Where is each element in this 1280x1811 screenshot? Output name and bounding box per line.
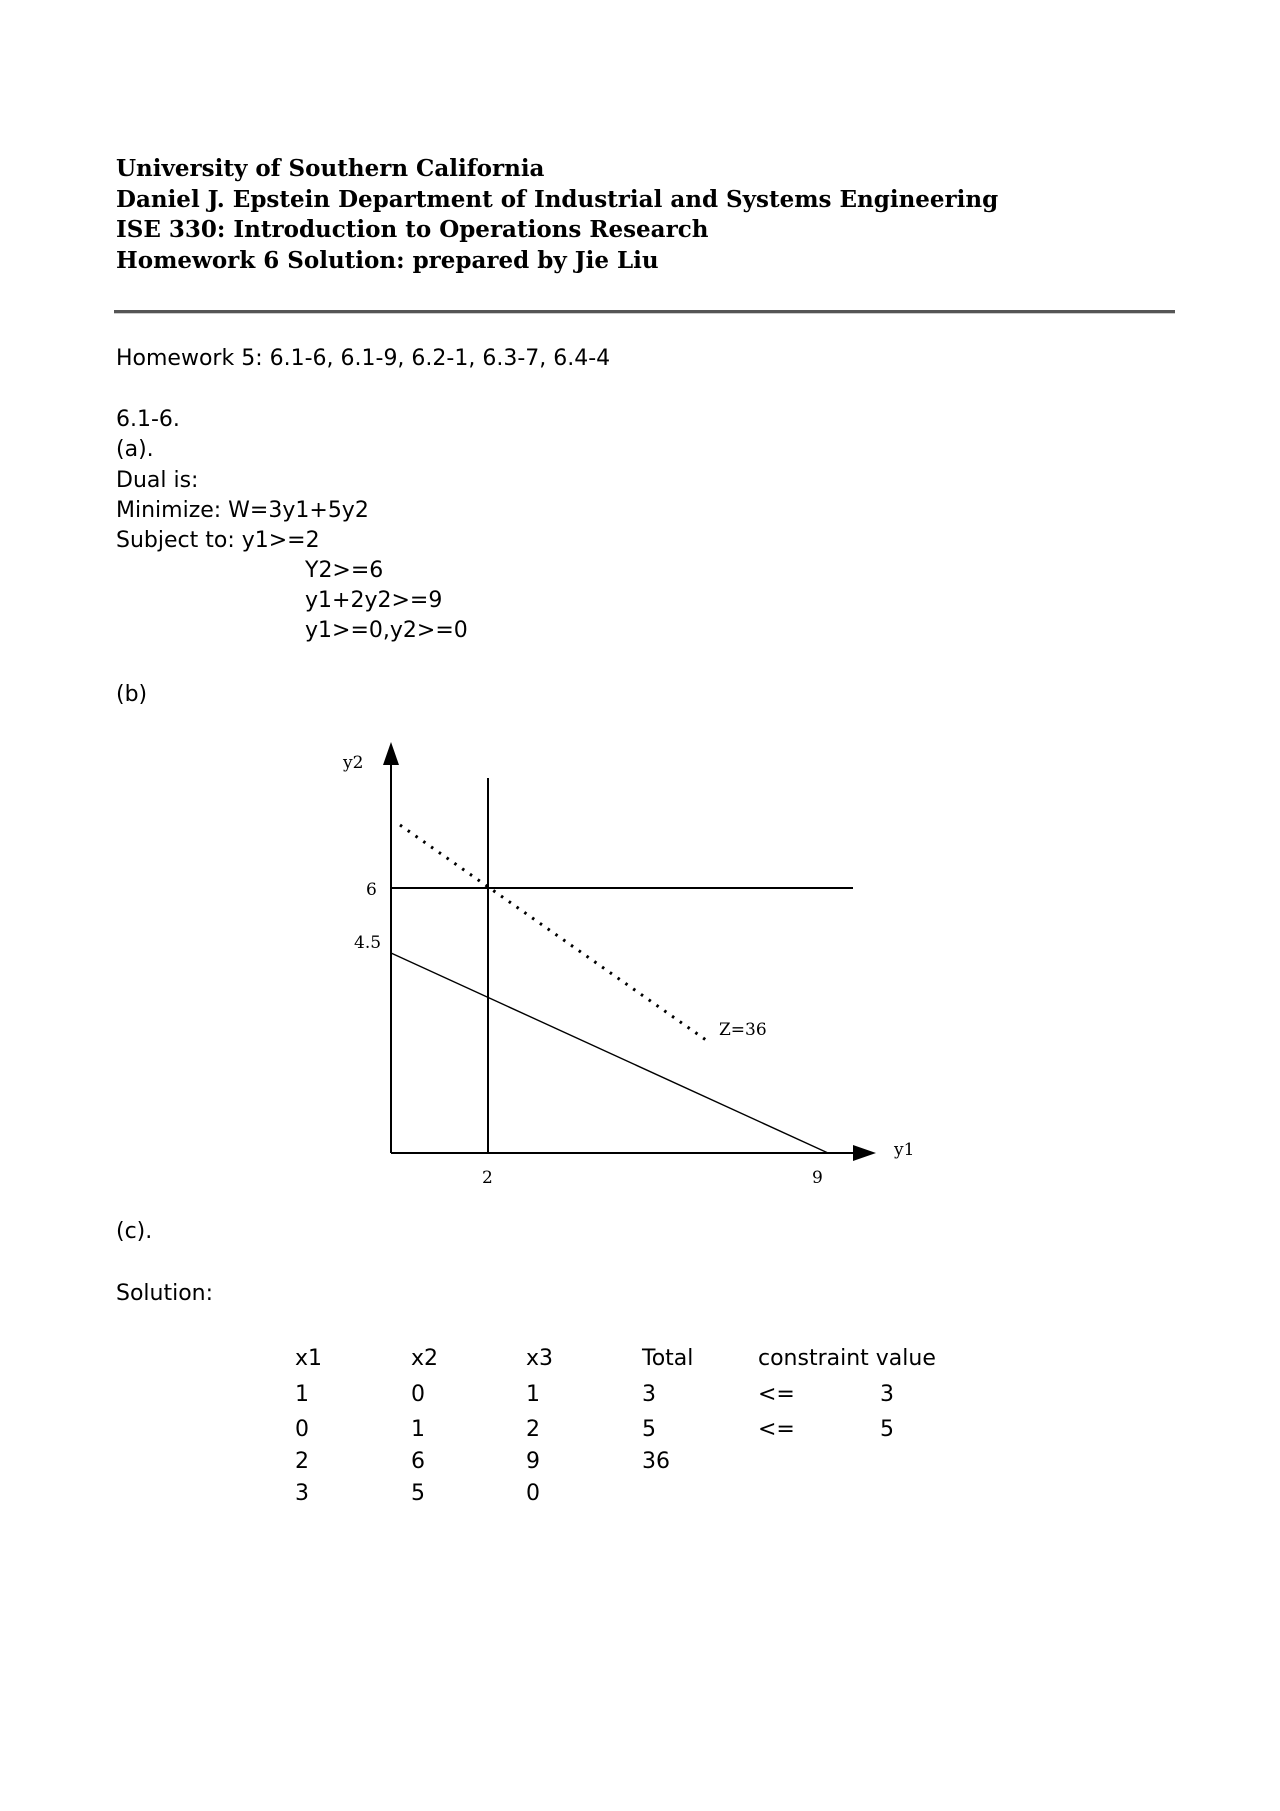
x-tick-label: 9: [812, 1168, 823, 1188]
objective-line-label: Z=36: [719, 1020, 767, 1040]
part-b-label: (b): [116, 682, 148, 707]
table-cell: 5: [880, 1417, 894, 1442]
constraint-line: Y2>=6: [305, 558, 384, 583]
constraint-line: y1>=0,y2>=0: [305, 618, 468, 643]
part-c-label: (c).: [116, 1219, 153, 1244]
y-tick-label: 4.5: [354, 933, 382, 953]
solution-label: Solution:: [116, 1281, 214, 1306]
dual-feasible-region-graph: [320, 735, 940, 1195]
table-cell: 1: [411, 1417, 425, 1442]
constraint-line: y1+2y2>=9: [305, 588, 443, 613]
table-cell: 1: [526, 1382, 540, 1407]
table-header-cell: constraint value: [758, 1346, 936, 1371]
y2-axis-arrowhead: [383, 742, 399, 765]
table-cell: <=: [758, 1417, 795, 1442]
table-cell: 0: [411, 1382, 425, 1407]
table-header-cell: Total: [642, 1346, 694, 1371]
table-header-cell: x3: [526, 1346, 554, 1371]
y1-axis-arrowhead: [853, 1145, 876, 1161]
table-cell: 0: [526, 1481, 540, 1506]
table-cell: 36: [642, 1449, 670, 1474]
table-header-cell: x1: [295, 1346, 323, 1371]
university-name: University of Southern California: [116, 155, 545, 182]
department-name: Daniel J. Epstein Department of Industrial and Systems Engineering: [116, 185, 999, 213]
dual-objective: Minimize: W=3y1+5y2: [116, 498, 369, 523]
y-tick-label: 6: [366, 880, 377, 900]
dual-is-text: Dual is:: [116, 468, 199, 493]
problem-number: 6.1-6.: [116, 407, 180, 432]
table-header-cell: x2: [411, 1346, 439, 1371]
table-cell: 6: [411, 1449, 425, 1474]
table-cell: 0: [295, 1417, 309, 1442]
table-cell: 3: [880, 1382, 894, 1407]
y2-axis-label: y2: [343, 753, 364, 773]
objective-line-z36: [400, 825, 706, 1040]
table-cell: 5: [411, 1481, 425, 1506]
table-cell: 1: [295, 1382, 309, 1407]
part-a-label: (a).: [116, 437, 154, 462]
table-cell: 3: [295, 1481, 309, 1506]
constraint-y1-plus-2y2-eq-9: [391, 953, 828, 1153]
header-divider: [114, 310, 1175, 314]
homework-problem-list: Homework 5: 6.1-6, 6.1-9, 6.2-1, 6.3-7, 6.4-4: [116, 346, 611, 371]
table-cell: <=: [758, 1382, 795, 1407]
table-cell: 2: [526, 1417, 540, 1442]
table-cell: 9: [526, 1449, 540, 1474]
table-cell: 3: [642, 1382, 656, 1407]
homework-title: Homework 6 Solution: prepared by Jie Liu: [116, 246, 659, 274]
subject-to-line: Subject to: y1>=2: [116, 528, 320, 553]
document-header: [116, 154, 998, 276]
course-title: ISE 330: Introduction to Operations Research: [116, 216, 709, 243]
table-cell: 2: [295, 1449, 309, 1474]
table-cell: 5: [642, 1417, 656, 1442]
x-tick-label: 2: [482, 1168, 493, 1188]
y1-axis-label: y1: [894, 1140, 915, 1160]
